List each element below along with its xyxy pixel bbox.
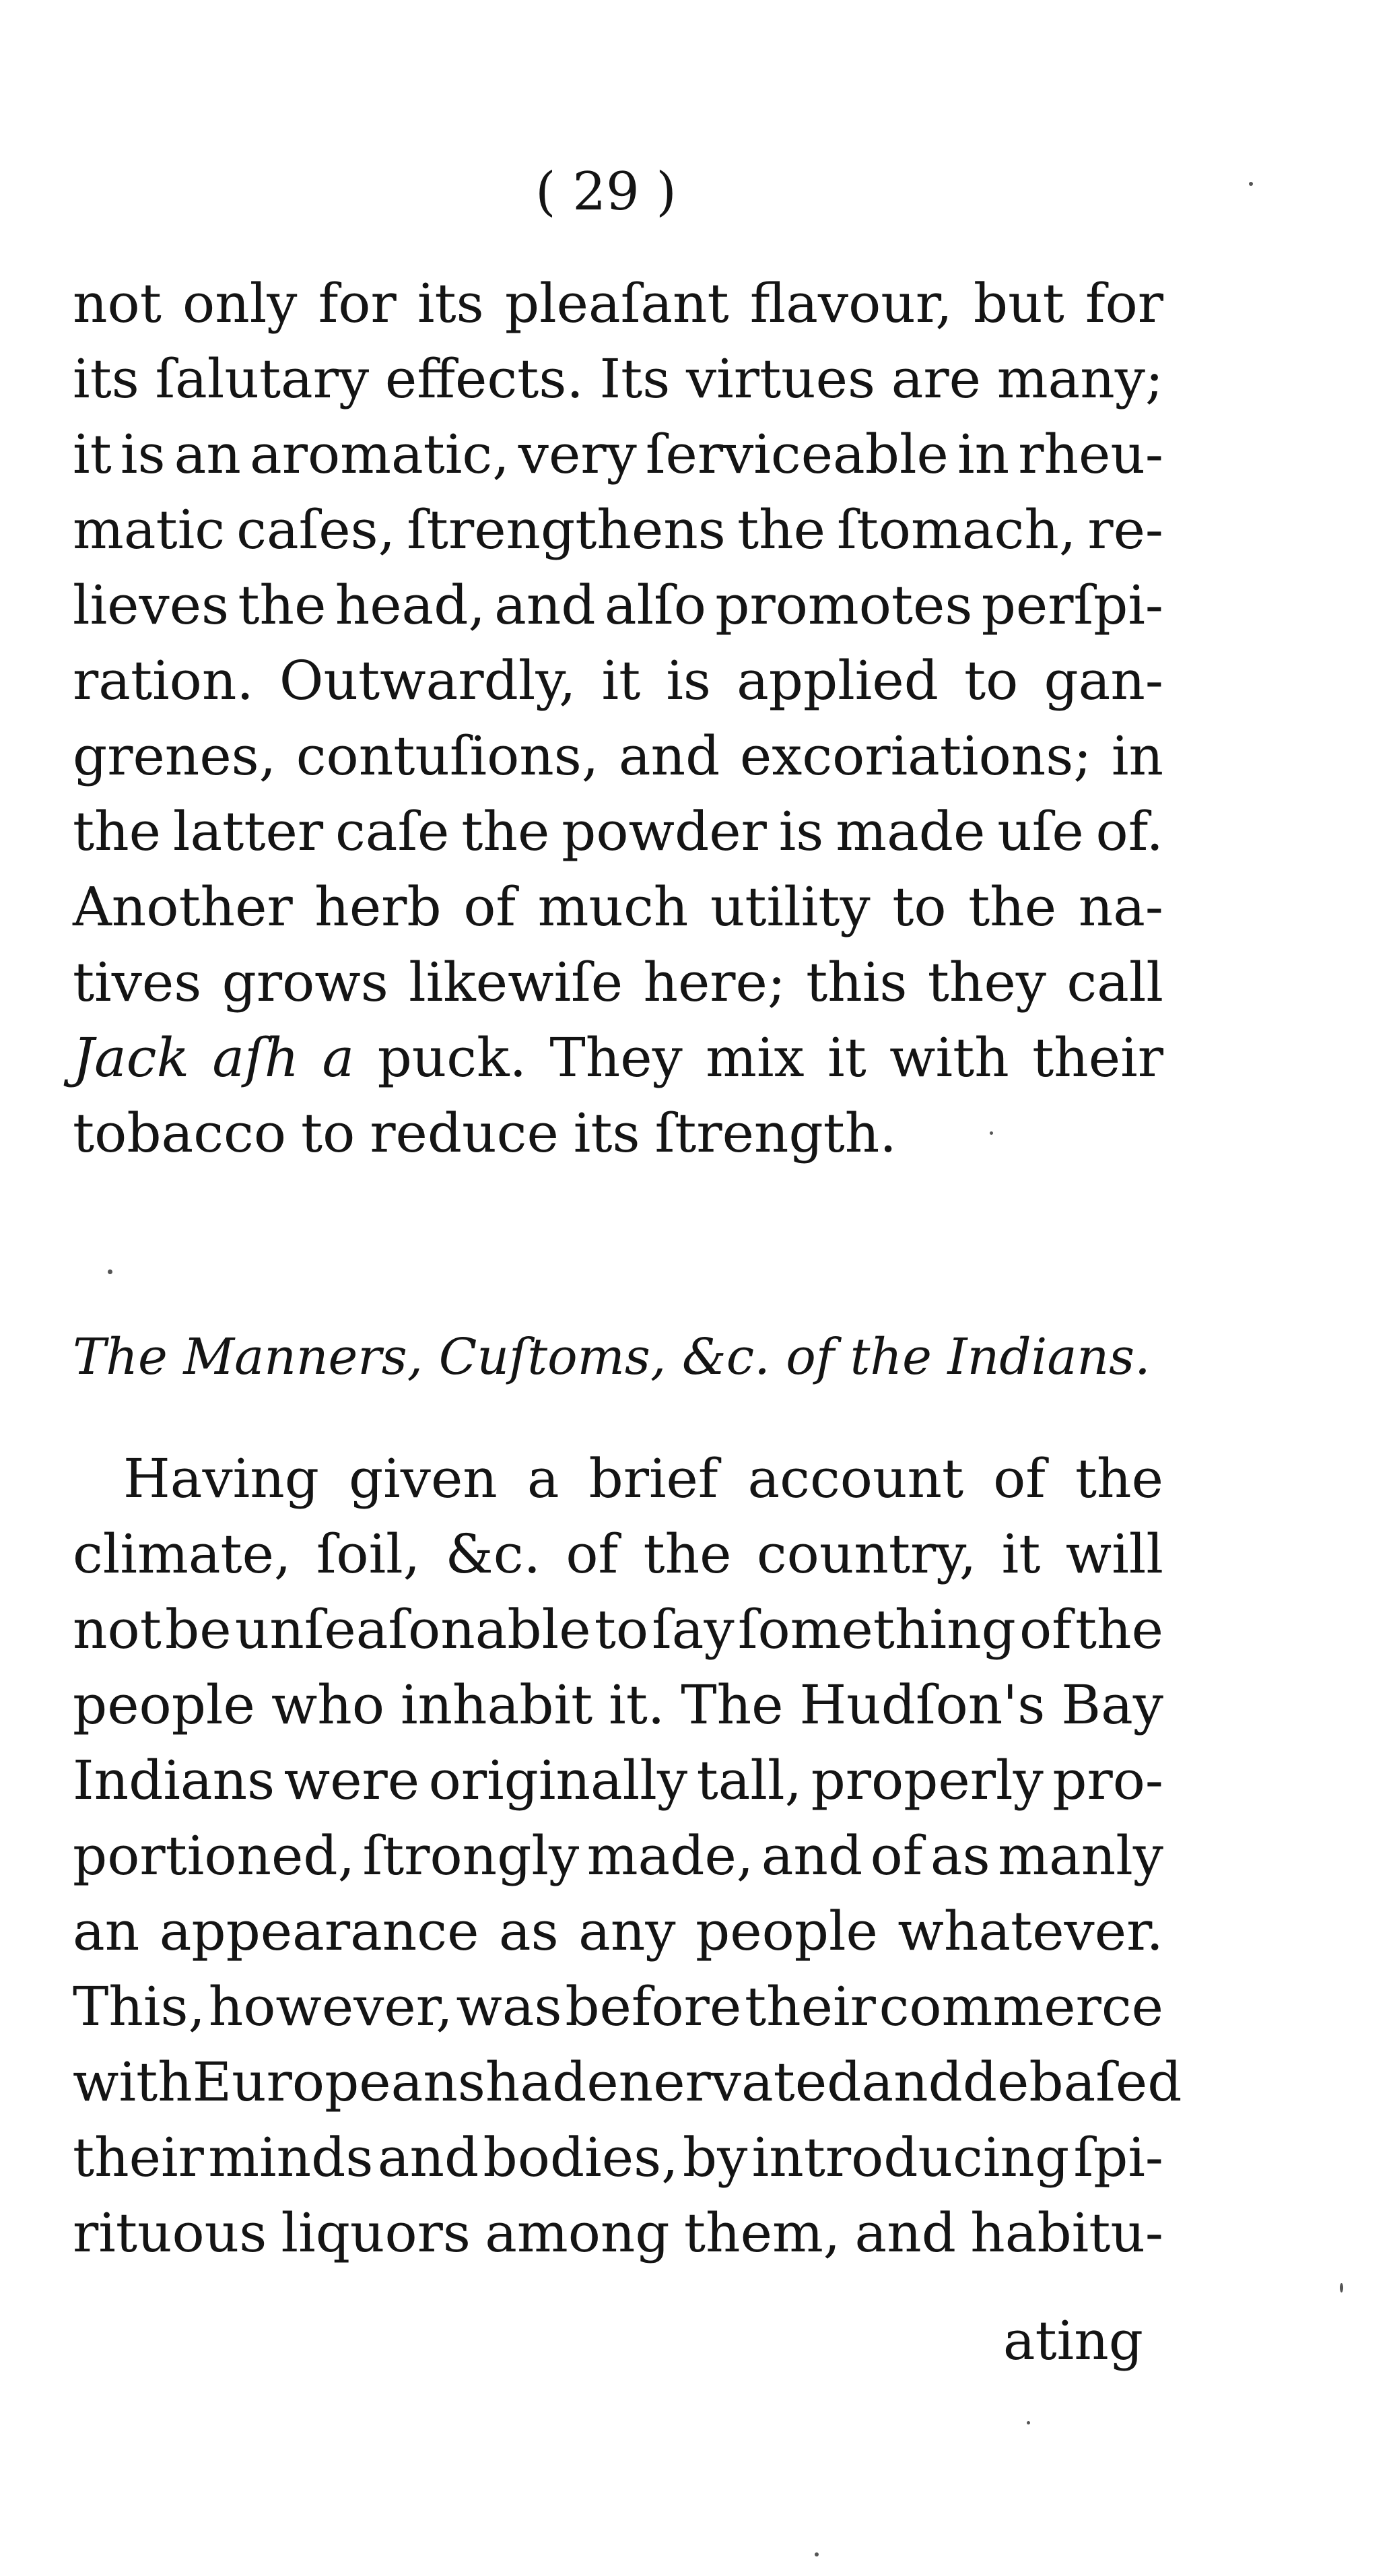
paragraph-manners [73, 1441, 1182, 2271]
text-line: tobacco to reduce its ſtrength. [73, 1102, 897, 1164]
text-line: grenes, contuſions, and excoriations; in [73, 725, 1163, 787]
text-line: portioned, ſtrongly made, and of as manly [73, 1824, 1163, 1887]
text-line: ration. Outwardly, it is applied to gan- [73, 649, 1163, 712]
paper-speck [815, 2552, 819, 2556]
text-line: people who inhabit it. The Hudſon's Bay [73, 1674, 1163, 1736]
text-line: the latter caſe the powder is made uſe of. [73, 800, 1163, 863]
paper-speck [108, 1269, 112, 1274]
text-line: with Europeans had enervated and debaſed [73, 2051, 1182, 2113]
text-line: climate, ſoil, &c. of the country, it will [73, 1523, 1163, 1585]
page-number: ( 29 ) [535, 162, 677, 222]
text-line: Having given a brief account of the [123, 1447, 1163, 1510]
paper-speck [1027, 2421, 1030, 2424]
text-line: Jack aſh a puck. They mix it with their [73, 1026, 1163, 1089]
paragraph-herbs [73, 266, 1163, 1171]
text-line: Indians were originally tall, properly pro- [73, 1749, 1163, 1812]
text-line: lieves the head, and alſo promotes perſpi- [73, 574, 1163, 636]
text-line: This, however, was before their commerce [73, 1975, 1163, 2038]
catchword: ating [1003, 2309, 1143, 2372]
text-line: their minds and bodies, by introducing ſpi- [73, 2126, 1163, 2189]
text-line: tives grows likewiſe here; this they call [73, 951, 1163, 1014]
text-line: an appearance as any people whatever. [73, 1900, 1163, 1962]
text-line: matic caſes, ſtrengthens the ſtomach, re- [73, 498, 1163, 561]
text-line: not be unſeaſonable to ſay ſomething of the [73, 1598, 1163, 1661]
paper-speck [1340, 2283, 1343, 2292]
text-line: its ſalutary effects. Its virtues are many; [73, 348, 1163, 410]
text-line: rituous liquors among them, and habitu- [73, 2202, 1163, 2264]
paper-speck [1249, 182, 1253, 186]
text-line: not only for its pleaſant flavour, but for [73, 272, 1163, 335]
section-heading: The Manners, Cuſtoms, &c. of the Indians. [73, 1328, 1151, 1386]
paper-speck [990, 1131, 993, 1135]
text-line: it is an aromatic, very ſerviceable in rheu- [73, 423, 1163, 486]
text-line: Another herb of much utility to the na- [73, 876, 1163, 938]
